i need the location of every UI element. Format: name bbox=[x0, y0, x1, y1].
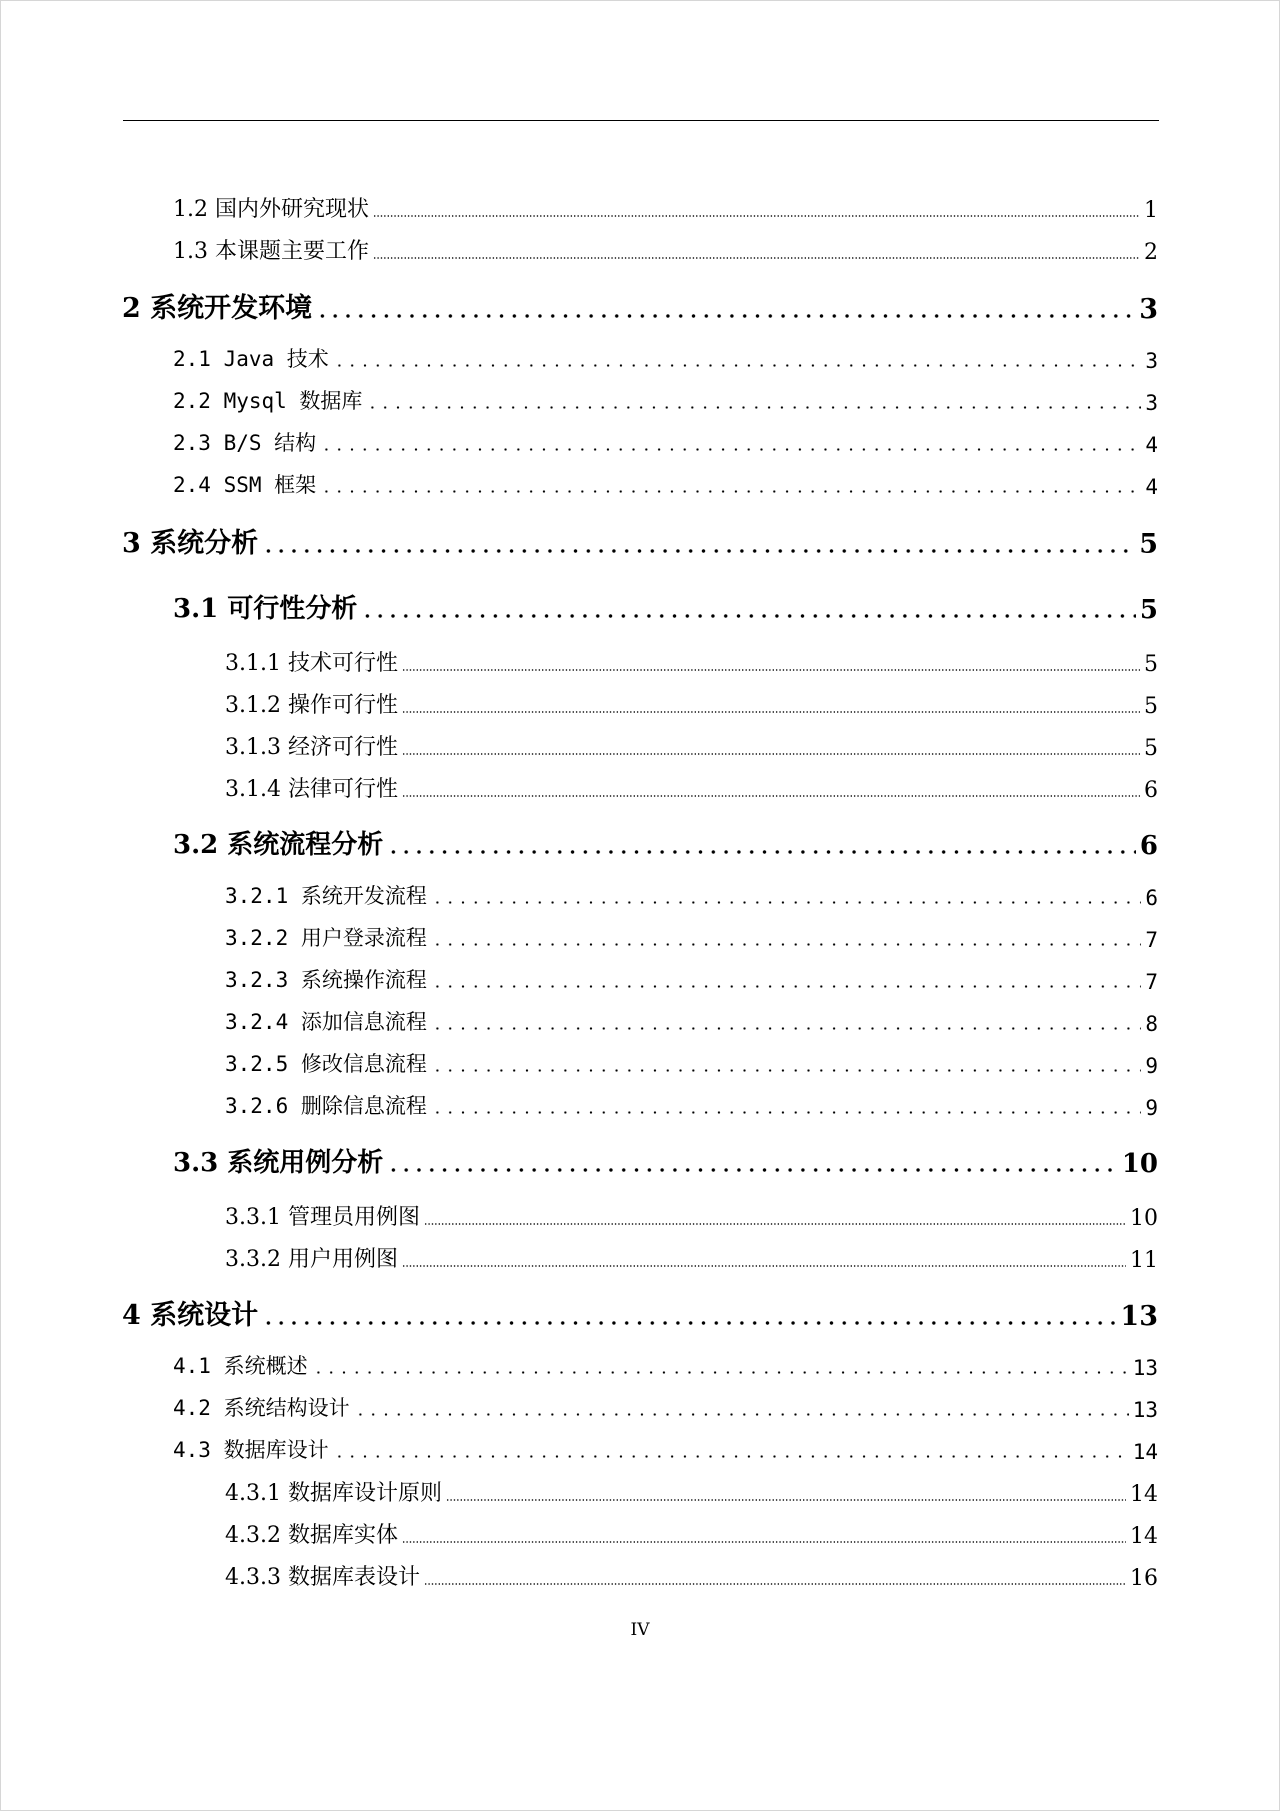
toc-leader bbox=[402, 753, 1140, 755]
toc-page-number: 5 bbox=[1139, 595, 1158, 625]
toc-entry-3-1-1[interactable] bbox=[225, 646, 1158, 677]
toc-entry-3-2-2[interactable] bbox=[225, 922, 1158, 952]
toc-entry-3-1[interactable] bbox=[173, 588, 1158, 625]
toc-label: 3.3.1 管理员用例图 bbox=[225, 1205, 420, 1230]
toc-leader bbox=[402, 795, 1140, 797]
toc-leader bbox=[431, 1069, 1141, 1072]
toc-label: 3.3.2 用户用例图 bbox=[225, 1247, 398, 1272]
toc-entry-3-3-2[interactable] bbox=[225, 1242, 1158, 1273]
toc-page-number: 14 bbox=[1130, 1482, 1158, 1507]
toc-page-number: 5 bbox=[1139, 529, 1158, 560]
toc-page-number: 11 bbox=[1130, 1248, 1158, 1273]
toc-leader bbox=[446, 1499, 1126, 1501]
toc-label: 3.2.5 修改信息流程 bbox=[225, 1052, 427, 1076]
toc-page-number: 5 bbox=[1144, 694, 1158, 719]
toc-leader bbox=[262, 549, 1135, 553]
toc-label: 3 系统分析 bbox=[122, 528, 259, 559]
toc-entry-chapter-3[interactable] bbox=[122, 521, 1158, 560]
toc-page-number: 13 bbox=[1132, 1356, 1158, 1380]
toc-page-number: 9 bbox=[1145, 1054, 1158, 1078]
toc-label: 3.2.2 用户登录流程 bbox=[225, 926, 427, 950]
toc-label: 1.2 国内外研究现状 bbox=[173, 197, 369, 222]
toc-entry-3-3[interactable] bbox=[173, 1142, 1158, 1179]
toc-entry-3-2-5[interactable] bbox=[225, 1048, 1158, 1078]
toc-label: 2.1 Java 技术 bbox=[173, 347, 329, 371]
toc-entry-3-2-3[interactable] bbox=[225, 964, 1158, 994]
toc-leader bbox=[387, 850, 1136, 854]
toc-label: 3.2.3 系统操作流程 bbox=[225, 968, 427, 992]
toc-page-number: 10 bbox=[1121, 1149, 1158, 1179]
toc-leader bbox=[354, 1413, 1129, 1416]
toc-label: 4.3.1 数据库设计原则 bbox=[225, 1481, 442, 1506]
toc-entry-3-1-3[interactable] bbox=[225, 730, 1158, 761]
toc-label: 4.3.3 数据库表设计 bbox=[225, 1565, 420, 1590]
toc-entry-2-1[interactable] bbox=[173, 343, 1158, 373]
toc-leader bbox=[333, 364, 1142, 367]
toc-entry-3-2-4[interactable] bbox=[225, 1006, 1158, 1036]
toc-label: 2.4 SSM 框架 bbox=[173, 473, 317, 497]
toc-label: 3.2.6 删除信息流程 bbox=[225, 1094, 427, 1118]
toc-label: 3.2.4 添加信息流程 bbox=[225, 1010, 427, 1034]
toc-label: 3.1.4 法律可行性 bbox=[225, 777, 398, 802]
toc-leader bbox=[320, 448, 1141, 451]
toc-entry-3-1-4[interactable] bbox=[225, 772, 1158, 803]
toc-entry-3-2-1[interactable] bbox=[225, 880, 1158, 910]
toc-page-number: 5 bbox=[1144, 652, 1158, 677]
toc-leader bbox=[366, 406, 1141, 409]
toc-label: 3.1.3 经济可行性 bbox=[225, 735, 398, 760]
toc-page-number: 14 bbox=[1130, 1524, 1158, 1549]
toc-entry-4-3-3[interactable] bbox=[225, 1560, 1158, 1591]
toc-leader bbox=[431, 943, 1141, 946]
toc-entry-1-2[interactable] bbox=[173, 192, 1158, 223]
toc-leader bbox=[361, 614, 1136, 618]
toc-leader bbox=[402, 1265, 1126, 1267]
toc-entry-3-2[interactable] bbox=[173, 824, 1158, 861]
toc-label: 4.3 数据库设计 bbox=[173, 1438, 329, 1462]
toc-leader bbox=[373, 215, 1140, 217]
toc-leader bbox=[424, 1583, 1126, 1585]
toc-leader bbox=[316, 314, 1135, 318]
toc-label: 4 系统设计 bbox=[122, 1300, 259, 1331]
toc-entry-4-2[interactable] bbox=[173, 1392, 1158, 1422]
toc-page-number: 5 bbox=[1144, 736, 1158, 761]
toc-entry-2-3[interactable] bbox=[173, 427, 1158, 457]
toc-page-number: 3 bbox=[1145, 391, 1158, 415]
toc-entry-4-3-1[interactable] bbox=[225, 1476, 1158, 1507]
toc-leader bbox=[312, 1371, 1129, 1374]
toc-entry-4-3-2[interactable] bbox=[225, 1518, 1158, 1549]
toc-entry-4-1[interactable] bbox=[173, 1350, 1158, 1380]
toc-entry-3-3-1[interactable] bbox=[225, 1200, 1158, 1231]
toc-page-number: 10 bbox=[1130, 1206, 1158, 1231]
toc-page-number: 13 bbox=[1132, 1398, 1158, 1422]
toc-page-number: 6 bbox=[1139, 831, 1158, 861]
toc-page-number: 13 bbox=[1120, 1301, 1158, 1332]
toc-label: 3.1.1 技术可行性 bbox=[225, 651, 398, 676]
toc-leader bbox=[402, 1541, 1126, 1543]
toc-label: 3.2 系统流程分析 bbox=[173, 830, 384, 860]
toc-leader bbox=[373, 257, 1140, 259]
toc-page-number: 7 bbox=[1145, 970, 1158, 994]
toc-entry-2-2[interactable] bbox=[173, 385, 1158, 415]
toc-label: 2.3 B/S 结构 bbox=[173, 431, 317, 455]
toc-leader bbox=[262, 1321, 1116, 1325]
toc-label: 4.2 系统结构设计 bbox=[173, 1396, 350, 1420]
toc-entry-3-1-2[interactable] bbox=[225, 688, 1158, 719]
toc-entry-1-3[interactable] bbox=[173, 234, 1158, 265]
toc-page-number: 2 bbox=[1144, 240, 1158, 265]
toc-page-number: 3 bbox=[1139, 294, 1158, 325]
toc-entry-2-4[interactable] bbox=[173, 469, 1158, 499]
toc-label: 3.3 系统用例分析 bbox=[173, 1148, 384, 1178]
toc-entry-3-2-6[interactable] bbox=[225, 1090, 1158, 1120]
toc-page-number: 16 bbox=[1130, 1566, 1158, 1591]
toc-page-number: 8 bbox=[1145, 1012, 1158, 1036]
toc-entry-chapter-4[interactable] bbox=[122, 1293, 1158, 1332]
toc-leader bbox=[431, 901, 1141, 904]
toc-page-number: 4 bbox=[1145, 433, 1158, 457]
toc-page-number: 14 bbox=[1132, 1440, 1158, 1464]
toc-leader bbox=[333, 1455, 1129, 1458]
toc-label: 3.2.1 系统开发流程 bbox=[225, 884, 427, 908]
toc-label: 2 系统开发环境 bbox=[122, 293, 313, 324]
toc-entry-chapter-2[interactable] bbox=[122, 286, 1158, 325]
toc-leader bbox=[431, 1111, 1141, 1114]
toc-entry-4-3[interactable] bbox=[173, 1434, 1158, 1464]
toc-page-number: 1 bbox=[1144, 198, 1158, 223]
toc-leader bbox=[424, 1223, 1126, 1225]
toc-page-number: 6 bbox=[1144, 778, 1158, 803]
toc-leader bbox=[402, 711, 1140, 713]
toc-label: 2.2 Mysql 数据库 bbox=[173, 389, 363, 413]
page-number: IV bbox=[630, 1620, 650, 1640]
toc-leader bbox=[387, 1168, 1118, 1172]
toc-label: 4.1 系统概述 bbox=[173, 1354, 308, 1378]
toc-label: 1.3 本课题主要工作 bbox=[173, 239, 369, 264]
toc-leader bbox=[431, 985, 1141, 988]
toc-page-number: 6 bbox=[1145, 886, 1158, 910]
toc-leader bbox=[431, 1027, 1141, 1030]
toc-label: 3.1 可行性分析 bbox=[173, 594, 358, 624]
toc-page-number: 9 bbox=[1145, 1096, 1158, 1120]
toc-page-number: 4 bbox=[1145, 475, 1158, 499]
toc-label: 4.3.2 数据库实体 bbox=[225, 1523, 398, 1548]
toc-label: 3.1.2 操作可行性 bbox=[225, 693, 398, 718]
toc-page-number: 3 bbox=[1145, 349, 1158, 373]
toc-page-number: 7 bbox=[1145, 928, 1158, 952]
toc-leader bbox=[402, 669, 1140, 671]
toc-leader bbox=[320, 490, 1141, 493]
